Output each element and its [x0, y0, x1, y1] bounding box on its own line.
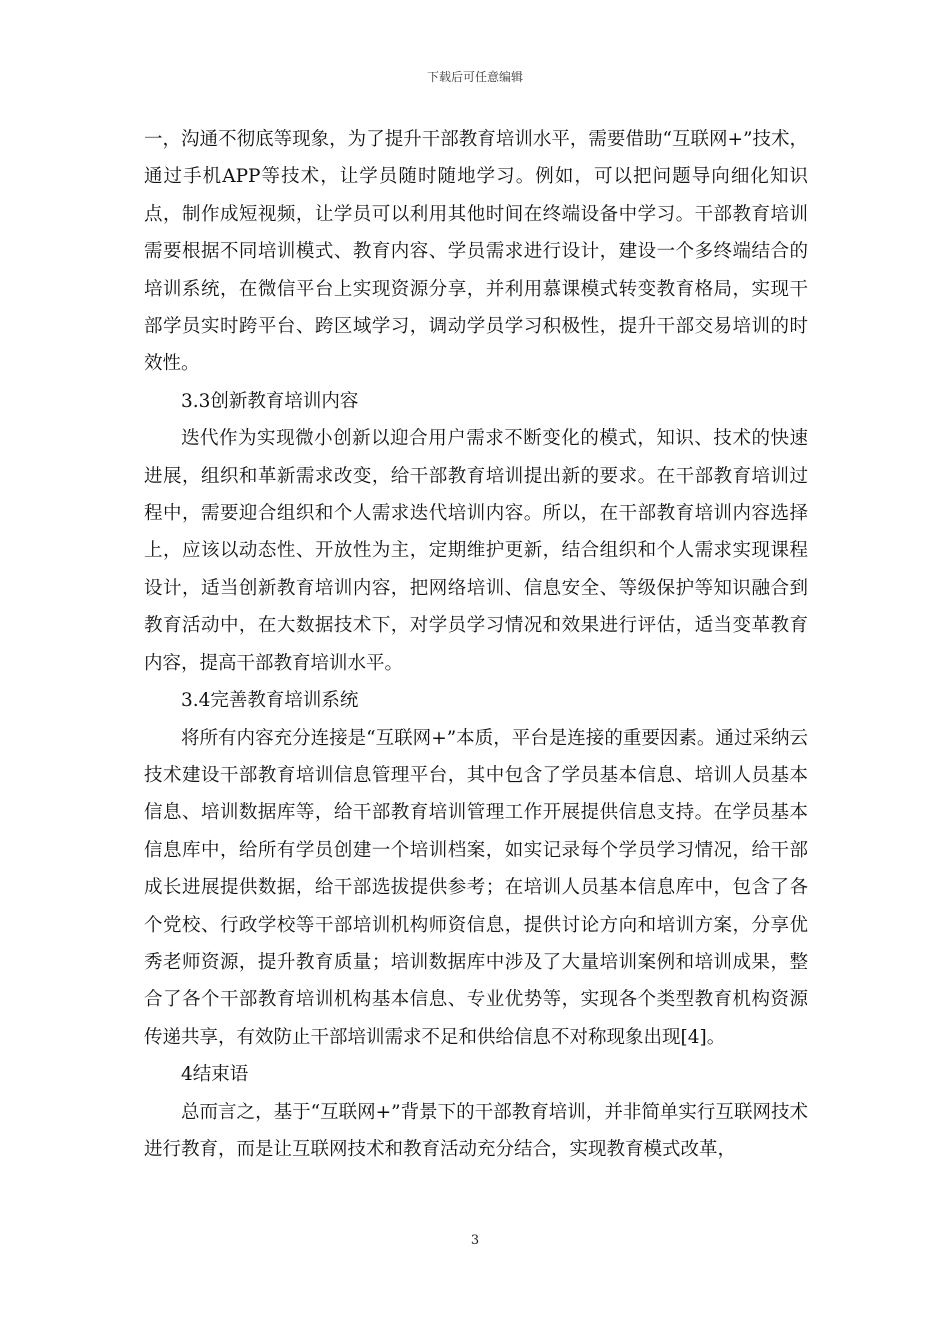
- paragraph-conclusion: 总而言之，基于“互联网+”背景下的干部教育培训，并非简单实行互联网技术进行教育，而是让互联网技术和教育活动充分结合，实现教育模式改革，: [144, 1101, 808, 1160]
- paragraph-innovate-content: 迭代作为实现微小创新以迎合用户需求不断变化的模式，知识、技术的快速进展，组织和革新需求改变，给干部教育培训提出新的要求。在干部教育培训过程中，需要迎合组织和个人需求迭代培训内容。所以，在干部教育培训内容选择上，应该以动态性、开放性为主，定期维护更新，结合组织和个人需求实现课程设计，适当创新教育培训内容，把网络培训、信息安全、等级保护等知识融合到教育活动中，在大数据技术下，对学员学习情况和效果进行评估，适当变革教育内容，提高干部教育培训水平。: [144, 428, 808, 674]
- section-heading-4: 4结束语: [181, 1064, 249, 1086]
- page-header: 下载后可任意编辑: [426, 70, 523, 84]
- paragraph-continuation: 一，沟通不彻底等现象，为了提升干部教育培训水平，需要借助“互联网+”技术，通过手机APP等技术，让学员随时随地学习。例如，可以把问题导向细化知识点，制作成短视频，让学员可以利用其他时间在终端设备中学习。干部教育培训需要根据不同培训模式、教育内容、学员需求进行设计，建设一个多终端结合的培训系统，在微信平台上实现资源分享，并利用慕课模式转变教育格局，实现干部学员实时跨平台、跨区域学习，调动学员学习积极性，提升干部交易培训的时效性。: [144, 129, 808, 375]
- document-body: [144, 121, 808, 1168]
- paragraph-training-system: 将所有内容充分连接是“互联网+”本质，平台是连接的重要因素。通过采纳云技术建设干部教育培训信息管理平台，其中包含了学员基本信息、培训人员基本信息、培训数据库等，给干部教育培训管理工作开展提供信息支持。在学员基本信息库中，给所有学员创建一个培训档案，如实记录每个学员学习情况，给干部成长进展提供数据，给干部选拔提供参考；在培训人员基本信息库中，包含了各个党校、行政学校等干部培训机构师资信息，提供讨论方向和培训方案，分享优秀老师资源，提升教育质量；培训数据库中涉及了大量培训案例和培训成果，整合了各个干部教育培训机构基本信息、专业优势等，实现各个类型教育机构资源传递共享，有效防止干部培训需求不足和供给信息不对称现象出现[4]。: [144, 727, 808, 1048]
- section-heading-3-4: 3.4完善教育培训系统: [181, 690, 359, 712]
- page-number: 3: [470, 1233, 480, 1248]
- section-heading-3-3: 3.3创新教育培训内容: [181, 390, 359, 412]
